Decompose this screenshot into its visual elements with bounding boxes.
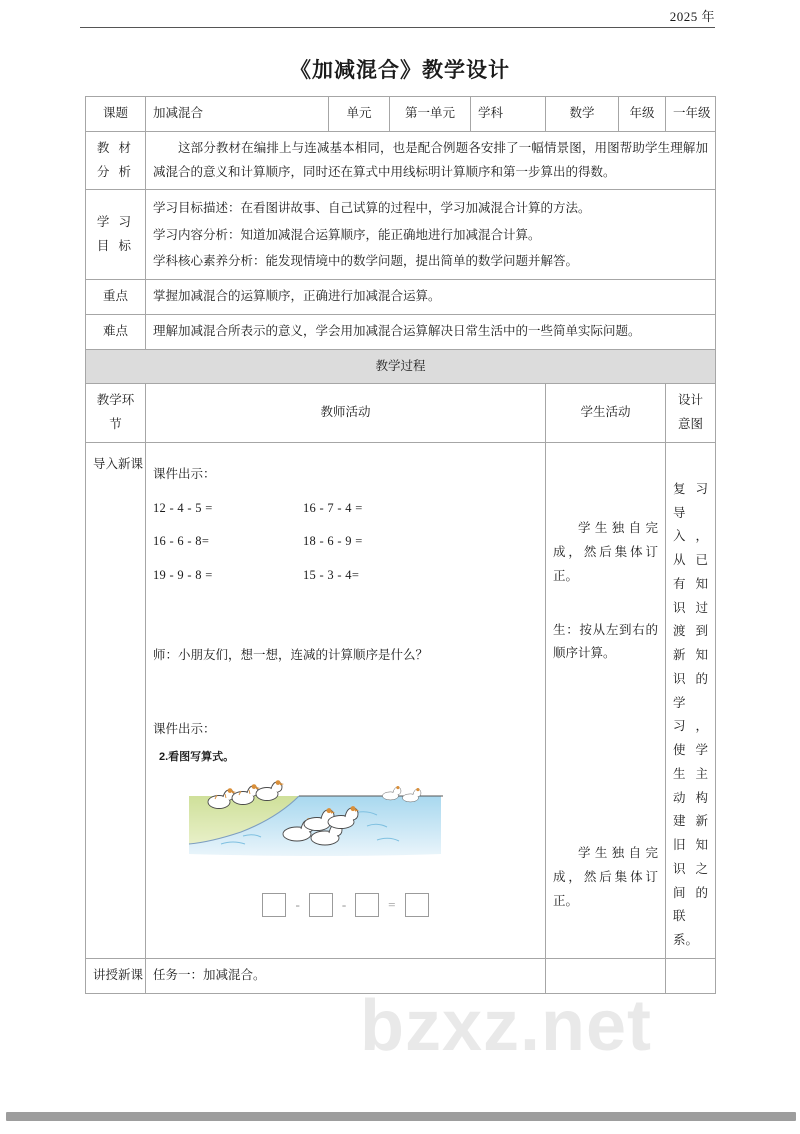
equation-left: 12 - 4 - 5 = [153, 500, 213, 515]
topic-value: 加减混合 [146, 97, 329, 132]
equation-right: 16 - 7 - 4 = [303, 500, 363, 515]
key-point-label: 重点 [86, 280, 146, 315]
vertical-spacer [153, 598, 538, 644]
design-intent-text: 复习导入，从已有知识过渡到新知识的学习，使学生主动构建新旧知识之间的联系。 [673, 481, 708, 947]
page-bottom-edge [6, 1112, 796, 1121]
vertical-spacer [673, 448, 708, 478]
subject-label: 学科 [471, 97, 546, 132]
process-section-title: 教学过程 [86, 349, 716, 384]
column-header-stage: 教学环节 [86, 384, 146, 443]
minus-operator-2: - [341, 896, 347, 912]
subject-value: 数学 [546, 97, 619, 132]
stage-label-intro: 导入新课 [86, 442, 146, 958]
equation-left: 19 - 9 - 8 = [153, 568, 213, 583]
minus-operator-1: - [295, 896, 300, 912]
learning-goal-line: 学习目标描述：在看图讲故事、自己试算的过程中，学习加减混合计算的方法。 [153, 201, 591, 216]
grade-label: 年级 [619, 97, 666, 132]
teacher-question: 师：小朋友们，想一想，连减的计算顺序是什么？ [153, 647, 429, 662]
design-intent-teaching [666, 958, 716, 993]
grade-value: 一年级 [666, 97, 716, 132]
vertical-spacer [153, 926, 538, 938]
vertical-spacer [553, 589, 658, 619]
key-point-text: 掌握加减混合的运算顺序，正确进行加减混合运算。 [146, 280, 716, 315]
answer-box-3[interactable] [355, 893, 379, 917]
lesson-plan-table [85, 96, 716, 994]
column-header-teacher: 教师活动 [146, 384, 546, 443]
difficult-point-text: 理解加减混合所表示的意义，学会用加减混合运算解决日常生活中的一些简单实际问题。 [146, 314, 716, 349]
material-analysis-label-line1: 教 材 [96, 140, 135, 155]
topic-label: 课题 [86, 97, 146, 132]
page-title: 《加减混合》教学设计 [290, 58, 510, 82]
table-row-process-headers [86, 384, 716, 443]
sub-task-label: 2.看图写算式。 [159, 751, 235, 764]
equation-row [153, 564, 538, 588]
table-row-process-intro [86, 442, 716, 958]
student-activity-line: 学生独自完成，然后集体订正。 [553, 521, 658, 583]
design-intent-intro [666, 442, 716, 958]
learning-goal-line: 学科核心素养分析：能发现情境中的数学问题，提出简单的数学问题并解答。 [153, 253, 579, 268]
difficult-point-label: 难点 [86, 314, 146, 349]
student-activity-teaching [546, 958, 666, 993]
running-header [80, 6, 715, 28]
table-row-difficult-point [86, 314, 716, 349]
table-row-material-analysis [86, 131, 716, 190]
stage-label-teaching: 讲授新课 [86, 958, 146, 993]
equation-row [153, 530, 538, 554]
answer-expression [153, 893, 538, 918]
answer-box-2[interactable] [309, 893, 333, 917]
teacher-activity-teaching: 任务一：加减混合。 [146, 958, 546, 993]
student-activity-line: 学生独自完成，然后集体订正。 [553, 846, 658, 908]
page-bottom-gap [0, 1124, 800, 1134]
site-watermark: bzxz.net [360, 986, 653, 1066]
answer-box-4[interactable] [405, 893, 429, 917]
learning-goal-line: 学习内容分析：知道加减混合运算顺序，能正确地进行加减混合计算。 [153, 227, 541, 242]
courseware-intro-label: 课件出示： [153, 466, 216, 481]
courseware-intro-label-2: 课件出示： [153, 721, 216, 736]
duck-pond-illustration [181, 774, 449, 870]
column-header-intent: 设计意图 [666, 384, 716, 443]
unit-value: 第一单元 [390, 97, 471, 132]
learning-goals-text [146, 190, 716, 280]
column-header-student: 学生活动 [546, 384, 666, 443]
answer-box-1[interactable] [262, 893, 286, 917]
equals-operator: = [388, 896, 396, 912]
material-analysis-label-line2: 分 析 [96, 164, 135, 179]
equation-row [153, 497, 538, 521]
vertical-spacer [153, 672, 538, 718]
student-activity-intro [546, 442, 666, 958]
learning-goals-label-line1: 学 习 [96, 214, 135, 229]
learning-goals-label [86, 190, 146, 280]
equation-right: 18 - 6 - 9 = [303, 534, 363, 549]
vertical-spacer [553, 666, 658, 842]
table-row-key-point [86, 280, 716, 315]
equation-left: 16 - 6 - 8= [153, 534, 210, 549]
student-activity-line: 生：按从左到右的顺序计算。 [553, 622, 658, 661]
learning-goals-label-line2: 目 标 [96, 238, 135, 253]
equation-right: 15 - 3 - 4= [303, 568, 360, 583]
material-analysis-text: 这部分教材在编排上与连减基本相同，也是配合例题各安排了一幅情景图，用图帮助学生理解加减混合的意义和计算顺序，同时还在算式中用线标明计算顺序和第一步算出的得数。 [146, 131, 716, 190]
table-row-info [86, 97, 716, 132]
teacher-activity-intro [146, 442, 546, 958]
table-row-process-banner [86, 349, 716, 384]
material-analysis-label [86, 131, 146, 190]
header-year: 2025 年 [669, 9, 715, 24]
unit-label: 单元 [329, 97, 390, 132]
vertical-spacer [553, 487, 658, 517]
table-row-learning-goals [86, 190, 716, 280]
table-row-process-teaching [86, 958, 716, 993]
